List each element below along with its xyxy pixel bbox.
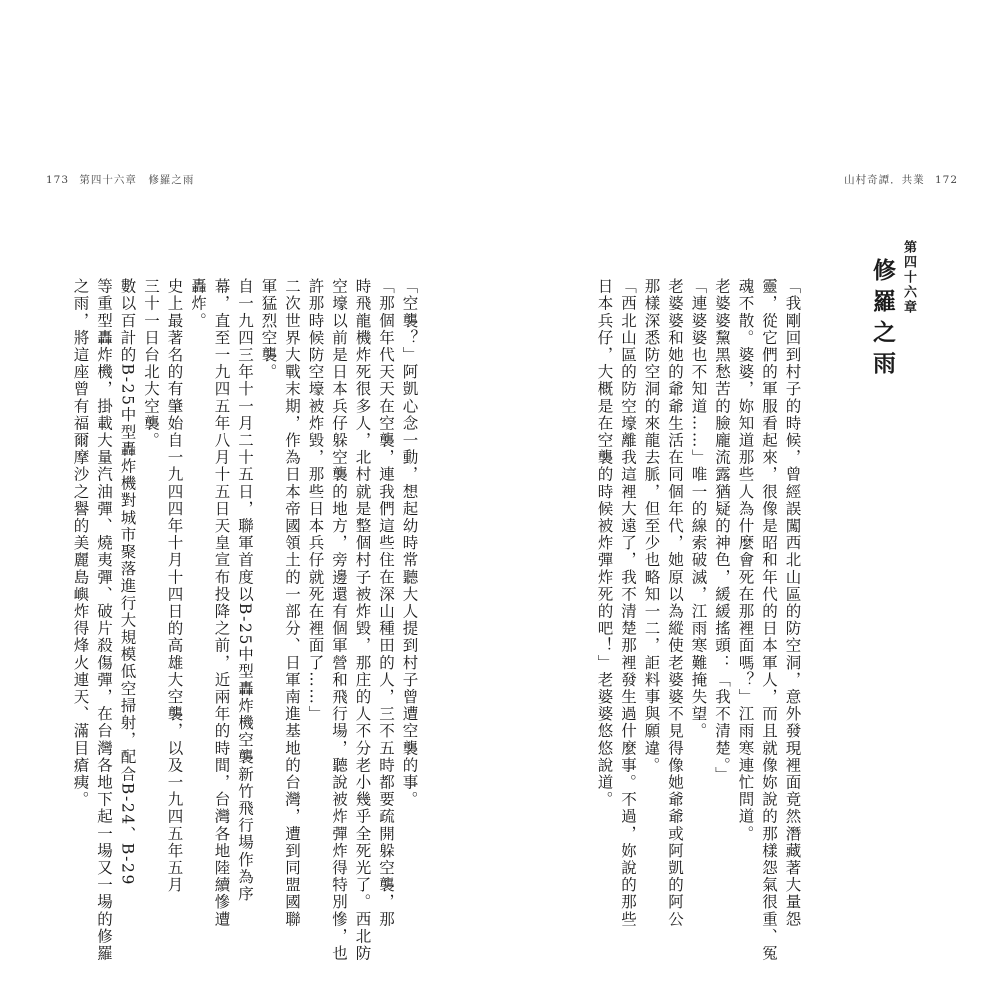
left-page-header: [40, 172, 194, 187]
text-line: 「西北山區的防空壕離我這裡大遠了，我不清楚那裡發生過什麼事。不過，妳說的那些: [619, 278, 637, 928]
text-line: 靈，從它們的軍服看起來，很像是昭和年代的日本軍人，而且就像妳說的那樣怨氣很重、冤: [760, 278, 778, 962]
text-line: 之雨，將這座曾有福爾摩沙之譽的美麗島嶼炸得烽火連天、滿目瘡痍。: [71, 278, 90, 809]
right-page-header: [844, 172, 964, 187]
text-line: 自一九四三年十一月二十五日，聯軍首度以B-25中型轟炸機空襲新竹飛行場作為序: [236, 278, 254, 903]
text-line: 時飛龍機炸死很多人，北村就是整個村子被炸毀，那庄的人不分老小幾乎全死光了。西北防: [353, 278, 372, 962]
text-line: 魂不散。婆婆，妳知道那些人為什麼會死在那裡面嗎？」江雨寒連忙問道。: [736, 278, 755, 843]
text-line: 幕，直至一九四五年八月十五日天皇宣布投降之前，近兩年的時間，台灣各地陸續慘遭: [212, 278, 231, 928]
text-line: 史上最著名的有肇始自一九四四年十月十四日的高雄大空襲，以及一九四五年五月: [165, 278, 184, 894]
text-line: 等重型轟炸機，掛載大量汽油彈、燒夷彈、破片殺傷彈，在台灣各地下起一場又一場的修羅: [95, 278, 113, 962]
text-line: 「那個年代天天在空襲，連我們這些住在深山種田的人，三不五時都要疏開躲空襲，那: [377, 278, 395, 928]
text-line: 軍猛烈空襲。: [259, 278, 278, 381]
text-line: 老婆婆黧黑愁苦的臉龐流露猶疑的神色，緩緩搖頭：「我不清楚。」: [713, 278, 731, 784]
text-line: 「空襲？」阿凱心念一動，想起幼時常聽大人提到村子曾遭空襲的事。: [400, 278, 419, 809]
left-running-title: 第四十六章 修羅之雨: [79, 174, 195, 186]
chapter-label: 第四十六章: [901, 240, 916, 315]
text-line: 空壕以前是日本兵仔躲空襲的地方，旁邊還有個軍營和飛行場，聽說被炸彈炸得特別慘，也: [330, 278, 348, 962]
text-line: 三十一日台北大空襲。: [142, 278, 160, 449]
left-page-body: [68, 278, 421, 962]
text-line: 日本兵仔，大概是在空襲的時候被炸彈炸死的吧！」老婆婆悠悠說道。: [595, 278, 614, 809]
right-page-body: [592, 278, 804, 962]
text-line: 那樣深悉防空洞的來龍去脈，但至少也略知一二，詎料事與願違。: [642, 278, 661, 774]
right-page-number: 172: [934, 174, 958, 186]
text-line: 「我剛回到村子的時候，曾經誤闖西北山區的防空洞，意外發現裡面竟然潛藏著大量怨: [783, 278, 802, 928]
text-line: 轟炸。: [189, 278, 207, 330]
text-line: 數以百計的B-25中型轟炸機對城市聚落進行大規模低空掃射，配合B-24、B-29: [118, 278, 137, 886]
text-line: 許那時候防空壕被炸毀，那些日本兵仔就死在裡面了……」: [306, 278, 325, 723]
text-line: 老婆婆和她的爺爺生活在同個年代，她原以為縱使老婆婆不見得像她爺爺或阿凱的阿公: [666, 278, 684, 928]
chapter-name: 修羅之雨: [869, 258, 896, 382]
text-line: 二次世界大戰末期，作為日本帝國領土的一部分、日軍南進基地的台灣，遭到同盟國聯: [283, 278, 301, 928]
chapter-heading: [866, 240, 918, 382]
left-page-number: 173: [46, 174, 70, 186]
text-line: 「連婆婆也不知道……」唯一的線索破滅，江雨寒難掩失望。: [689, 278, 708, 740]
right-running-title: 山村奇譚．共業: [844, 174, 925, 186]
